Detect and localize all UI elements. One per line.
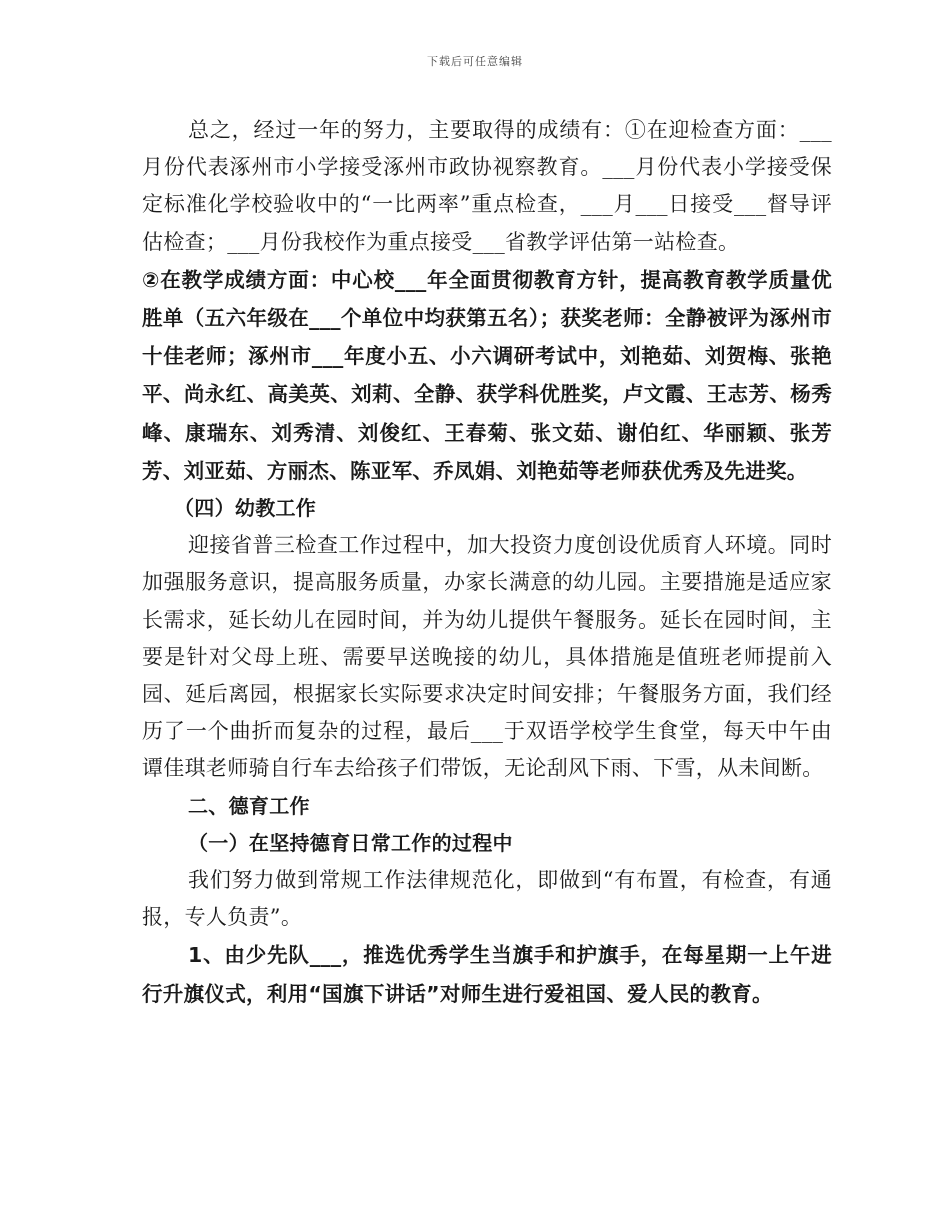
- paragraph-achievements-inspection: 总之，经过一年的努力，主要取得的成绩有：①在迎检查方面：___月份代表涿州市小学接受涿州市政协视察教育。___月份代表小学接受保定标准化学校验收中的“一比两率”重点检查，___月___日接受___督导评估检查；___月份我校作为重点接受___省教学评估第一站检查。: [142, 118, 832, 254]
- paragraph-preschool-work: 迎接省普三检查工作过程中，加大投资力度创设优质育人环境。同时加强服务意识，提高服务质量，办家长满意的幼儿园。主要措施是适应家长需求，延长幼儿在园时间，并为幼儿提供午餐服务。延长在园时间，主要是针对父母上班、需要早送晚接的幼儿，具体措施是值班老师提前入园、延后离园，根据家长实际要求决定时间安排；午餐服务方面，我们经历了一个曲折而复杂的过程，最后___于双语学校学生食堂，每天中午由谭佳琪老师骑自行车去给孩子们带饭，无论刮风下雨、下雪，从未间断。: [142, 533, 832, 781]
- paragraph-routine-work: 我们努力做到常规工作法律规范化，即做到“有布置，有检查，有通报，专人负责”。: [142, 868, 832, 930]
- section-heading-moral-education: 二、德育工作: [188, 793, 310, 818]
- paragraph-achievements-teaching: ②在教学成绩方面：中心校___年全面贯彻教育方针，提高教育教学质量优胜单（五六年级在___个单位中均获第五名）；获奖老师：全静被评为涿州市十佳老师；涿州市___年度小五、小六调研考试中，刘艳茹、刘贺梅、张艳平、尚永红、高美英、刘莉、全静、获学科优胜奖，卢文霞、王志芳、杨秀峰、康瑞东、刘秀清、刘俊红、王春菊、张文茹、谢伯红、华丽颖、张芳芳、刘亚茹、方丽杰、陈亚军、乔凤娟、刘艳茹等老师获优秀及先进奖。: [142, 267, 832, 483]
- section-heading-preschool: （四）幼教工作: [174, 496, 317, 521]
- document-body: [142, 112, 832, 1013]
- subsection-heading-daily-work: （一）在坚持德育日常工作的过程中: [188, 830, 513, 855]
- paragraph-flag-ceremony: 1、由少先队___，推选优秀学生当旗手和护旗手，在每星期一上午进行升旗仪式，利用“国旗下讲话”对师生进行爱祖国、爱人民的教育。: [142, 943, 832, 1006]
- page-header: 下载后可任意编辑: [427, 55, 523, 68]
